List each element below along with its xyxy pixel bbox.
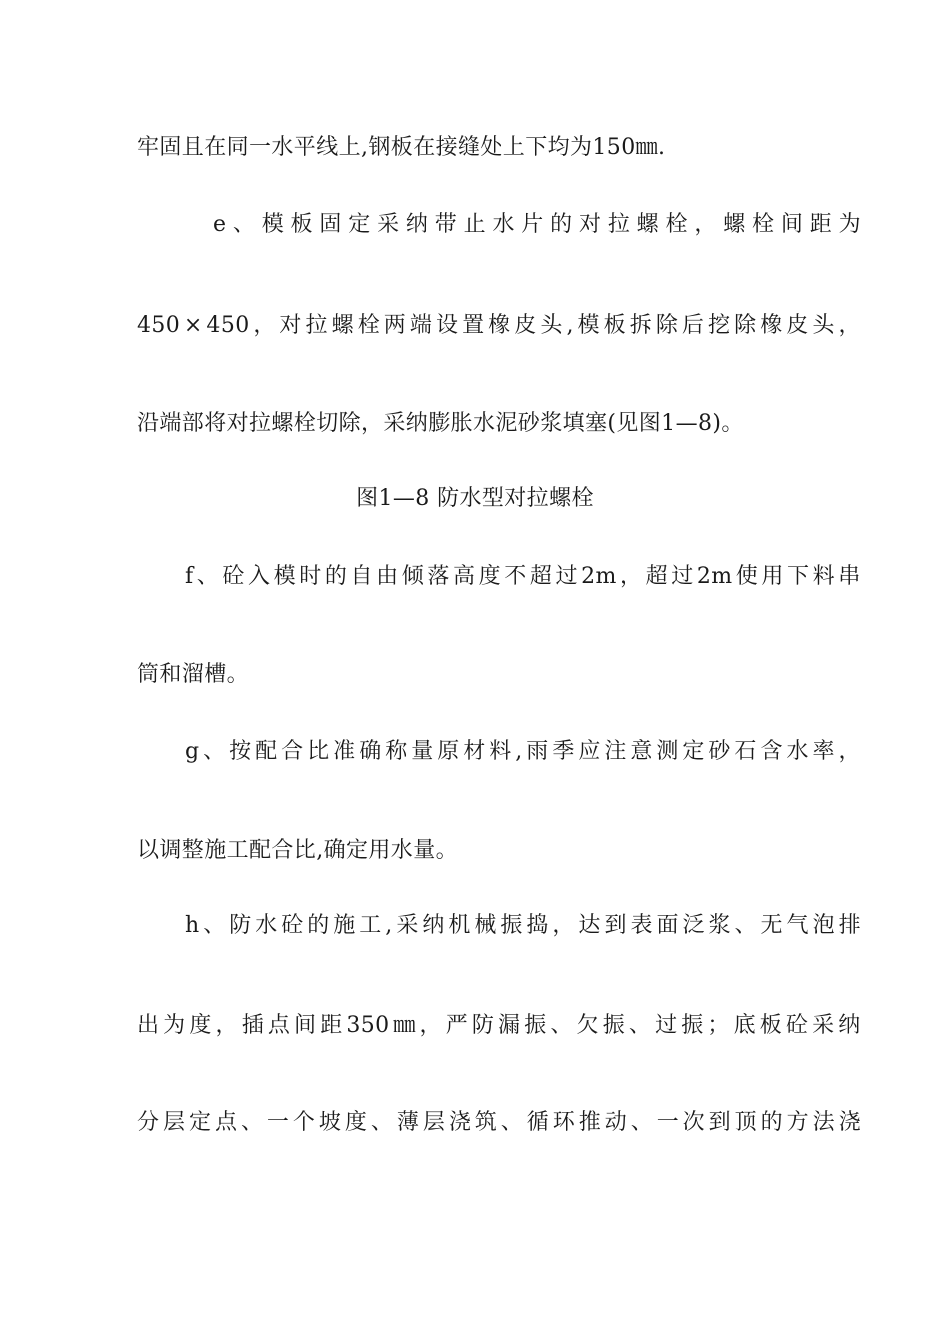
text-glyph: 用 <box>761 564 784 589</box>
text-glyph: 为 <box>163 1013 186 1038</box>
text-glyph: 砼 <box>281 913 304 938</box>
text-glyph: 面 <box>656 913 679 938</box>
text-glyph: 注 <box>604 739 627 764</box>
text-glyph: 头 <box>540 313 563 338</box>
text-glyph: 捣 <box>526 913 549 938</box>
text-glyph: 量 <box>411 739 434 764</box>
text-glyph: 水 <box>255 913 278 938</box>
text-glyph: 确 <box>359 739 382 764</box>
text-glyph: 对 <box>578 212 602 237</box>
paragraph-line <box>137 1011 861 1041</box>
text-glyph: 配 <box>255 739 278 764</box>
text-glyph: 的 <box>324 564 348 589</box>
text-glyph: 循 <box>526 1110 550 1135</box>
text-glyph: 一 <box>266 1110 290 1135</box>
text-glyph: 2m <box>696 564 733 589</box>
text-glyph: 间 <box>294 1013 317 1038</box>
text-glyph: 次 <box>682 1110 706 1135</box>
text-glyph: 、 <box>240 1110 264 1135</box>
text-glyph: 的 <box>760 1110 784 1135</box>
text-glyph: 械 <box>474 913 497 938</box>
paragraph-line: 以调整施工配合比,确定用水量。 <box>137 838 458 863</box>
text-glyph: 2m <box>581 564 617 589</box>
text-glyph: 、 <box>203 739 226 764</box>
text-glyph: , <box>515 739 523 764</box>
figure-caption: 图1—8 防水型对拉螺栓 <box>356 486 594 511</box>
text-glyph: 模 <box>261 212 285 237</box>
text-glyph: 距 <box>809 212 833 237</box>
text-glyph: ， <box>694 212 717 237</box>
text-glyph: 浇 <box>448 1110 472 1135</box>
text-glyph: 推 <box>578 1110 602 1135</box>
text-glyph: 纳 <box>405 212 429 237</box>
text-glyph: 间 <box>780 212 804 237</box>
text-glyph: 螺 <box>636 212 660 237</box>
text-glyph: 到 <box>708 1110 732 1135</box>
text-glyph: 、 <box>500 1110 524 1135</box>
text-glyph: 层 <box>422 1110 446 1135</box>
text-glyph: 螺 <box>331 313 354 338</box>
text-glyph: 度 <box>344 1110 368 1135</box>
text-glyph: 料 <box>812 564 836 589</box>
text-glyph: 点 <box>214 1110 238 1135</box>
text-glyph: 含 <box>760 739 783 764</box>
paragraph-line: 筒和溜槽。 <box>137 662 250 687</box>
text-glyph: 防 <box>229 913 252 938</box>
text-glyph: 橡 <box>760 313 783 338</box>
text-glyph: 头 <box>812 313 835 338</box>
text-glyph: 测 <box>656 739 679 764</box>
text-glyph: 排 <box>838 913 861 938</box>
text-glyph: 称 <box>385 739 408 764</box>
text-glyph: 设 <box>435 313 459 338</box>
text-glyph: 板 <box>759 1013 783 1038</box>
text-glyph: 点 <box>267 1013 291 1038</box>
text-glyph: 浆 <box>708 913 731 938</box>
text-glyph: 薄 <box>396 1110 420 1135</box>
text-glyph: 石 <box>734 739 757 764</box>
text-glyph: 到 <box>604 913 627 938</box>
text-glyph: 由 <box>376 564 399 589</box>
text-glyph: 表 <box>630 913 653 938</box>
text-glyph: 除 <box>655 313 679 338</box>
text-glyph: 下 <box>787 564 810 589</box>
text-glyph: 比 <box>307 739 330 764</box>
text-glyph: 、 <box>734 913 757 938</box>
text-glyph: 拉 <box>305 313 328 338</box>
text-glyph: 入 <box>248 564 271 589</box>
text-glyph: 采 <box>396 913 419 938</box>
text-glyph: 方 <box>786 1110 810 1135</box>
text-glyph: 泡 <box>812 913 835 938</box>
text-glyph: 、 <box>370 1110 394 1135</box>
text-glyph: 除 <box>734 313 757 338</box>
text-glyph: ㎜ <box>393 1013 416 1038</box>
text-glyph: 振 <box>524 1013 547 1038</box>
text-glyph: 严 <box>445 1013 469 1038</box>
text-glyph: 的 <box>307 913 330 938</box>
text-glyph: 栓 <box>357 313 381 338</box>
text-glyph: 率 <box>812 739 835 764</box>
text-glyph: 、 <box>550 1013 573 1038</box>
text-glyph: 的 <box>550 212 573 237</box>
text-glyph: 超 <box>645 564 669 589</box>
text-glyph: ； <box>707 1013 730 1038</box>
text-glyph: 材 <box>463 739 486 764</box>
text-glyph: 一 <box>656 1110 680 1135</box>
paragraph-line-h <box>185 911 861 941</box>
text-glyph: 分 <box>137 1110 160 1135</box>
text-glyph: 时 <box>299 564 322 589</box>
paragraph-line: 牢固且在同一水平线上,钢板在接缝处上下均为150㎜. <box>137 135 666 160</box>
text-glyph: 对 <box>279 313 302 338</box>
text-glyph: 纳 <box>838 1013 861 1038</box>
text-glyph: × <box>183 313 203 338</box>
text-glyph: 筑 <box>474 1110 498 1135</box>
text-glyph: 皮 <box>514 313 537 338</box>
text-glyph: 距 <box>320 1013 343 1038</box>
text-glyph: 端 <box>409 313 433 338</box>
text-glyph: 欠 <box>576 1013 599 1038</box>
text-glyph: 、 <box>628 1013 652 1038</box>
text-glyph: 砂 <box>708 739 731 764</box>
text-glyph: 螺 <box>723 212 746 237</box>
text-glyph: 带 <box>434 212 458 237</box>
text-glyph: 料 <box>489 739 512 764</box>
text-glyph: 拆 <box>629 313 653 338</box>
text-glyph: 、 <box>196 564 220 589</box>
text-glyph: 振 <box>602 1013 626 1038</box>
text-glyph: 为 <box>838 212 861 237</box>
text-glyph: 顶 <box>734 1110 758 1135</box>
text-glyph: 施 <box>333 913 356 938</box>
text-glyph: 按 <box>229 739 252 764</box>
text-glyph: 片 <box>521 212 544 237</box>
text-glyph: 350 <box>346 1013 390 1038</box>
text-glyph: 达 <box>578 913 601 938</box>
text-glyph: 度 <box>189 1013 212 1038</box>
text-glyph: 水 <box>492 212 515 237</box>
text-glyph: 采 <box>812 1013 835 1038</box>
text-glyph: 倾 <box>401 564 425 589</box>
text-glyph: ， <box>215 1013 238 1038</box>
text-glyph: 串 <box>838 564 861 589</box>
text-glyph: 落 <box>427 564 450 589</box>
text-glyph: 定 <box>188 1110 212 1135</box>
text-glyph: 层 <box>162 1110 186 1135</box>
text-glyph: e <box>213 212 227 237</box>
text-glyph: 机 <box>448 913 471 938</box>
text-glyph: 栓 <box>665 212 688 237</box>
text-glyph: 浇 <box>838 1110 861 1135</box>
text-glyph: 橡 <box>488 313 511 338</box>
text-glyph: 使 <box>735 564 759 589</box>
text-glyph: 纳 <box>422 913 445 938</box>
text-glyph: 环 <box>552 1110 576 1135</box>
text-glyph: 振 <box>681 1013 704 1038</box>
text-glyph: 板 <box>603 313 627 338</box>
text-glyph: 栓 <box>752 212 775 237</box>
text-glyph: 板 <box>290 212 313 237</box>
text-glyph: 应 <box>578 739 601 764</box>
paragraph-line <box>137 1108 861 1138</box>
text-glyph: ， <box>419 1013 442 1038</box>
text-glyph: ， <box>620 564 643 589</box>
text-glyph: 季 <box>552 739 575 764</box>
text-glyph: 、 <box>630 1110 654 1135</box>
text-glyph: 个 <box>292 1110 316 1135</box>
paragraph-line-e <box>213 210 861 240</box>
text-glyph: 动 <box>604 1110 628 1135</box>
text-glyph: ， <box>253 313 276 338</box>
text-glyph: ， <box>838 313 861 338</box>
text-glyph: 高 <box>453 564 476 589</box>
text-glyph: 坡 <box>318 1110 342 1135</box>
text-glyph: 底 <box>733 1013 756 1038</box>
text-glyph: 插 <box>241 1013 265 1038</box>
text-glyph: 采 <box>377 212 400 237</box>
text-glyph: 自 <box>350 564 373 589</box>
text-glyph: 无 <box>760 913 783 938</box>
text-glyph: 固 <box>319 212 342 237</box>
text-glyph: 漏 <box>498 1013 521 1038</box>
text-glyph: 准 <box>333 739 356 764</box>
text-glyph: h <box>185 913 200 938</box>
text-glyph: 法 <box>812 1110 835 1135</box>
text-glyph: 过 <box>655 1013 678 1038</box>
text-glyph: 450 <box>137 313 181 338</box>
text-glyph: 过 <box>671 564 694 589</box>
text-glyph: 模 <box>273 564 297 589</box>
text-glyph: 不 <box>504 564 527 589</box>
paragraph-line-g <box>185 737 861 767</box>
text-glyph: 止 <box>463 212 487 237</box>
text-glyph: ， <box>552 913 575 938</box>
text-glyph: 水 <box>786 739 809 764</box>
text-glyph: , <box>385 913 393 938</box>
text-glyph: ， <box>838 739 861 764</box>
text-glyph: 气 <box>786 913 809 938</box>
text-glyph: 出 <box>137 1013 160 1038</box>
text-glyph: 拉 <box>607 212 631 237</box>
text-glyph: 雨 <box>526 739 549 764</box>
text-glyph: 度 <box>478 564 502 589</box>
text-glyph: 意 <box>630 739 653 764</box>
text-glyph: 原 <box>437 739 460 764</box>
text-glyph: 超 <box>529 564 553 589</box>
text-glyph: 合 <box>281 739 304 764</box>
text-glyph: 砼 <box>785 1013 809 1038</box>
text-glyph: 450 <box>206 313 250 338</box>
text-glyph: 、 <box>203 913 226 938</box>
text-glyph: 防 <box>471 1013 495 1038</box>
text-glyph: , <box>566 313 574 338</box>
text-glyph: 工 <box>359 913 382 938</box>
text-glyph: 置 <box>462 313 485 338</box>
paragraph-line <box>137 311 861 341</box>
text-glyph: 挖 <box>708 313 731 338</box>
text-glyph: 过 <box>555 564 578 589</box>
text-glyph: f <box>185 564 194 589</box>
text-glyph: 振 <box>500 913 523 938</box>
text-glyph: 定 <box>348 212 371 237</box>
text-glyph: 皮 <box>786 313 809 338</box>
text-glyph: 两 <box>383 313 407 338</box>
text-glyph: 砼 <box>222 564 245 589</box>
text-glyph: 、 <box>232 212 256 237</box>
text-glyph: 泛 <box>682 913 705 938</box>
paragraph-line-f <box>185 562 861 592</box>
text-glyph: 模 <box>577 313 600 338</box>
text-glyph: 定 <box>682 739 705 764</box>
paragraph-line: 沿端部将对拉螺栓切除，采纳膨胀水泥砂浆填塞(见图1—8)。 <box>137 411 744 436</box>
text-glyph: g <box>185 739 200 764</box>
text-glyph: 后 <box>681 313 705 338</box>
